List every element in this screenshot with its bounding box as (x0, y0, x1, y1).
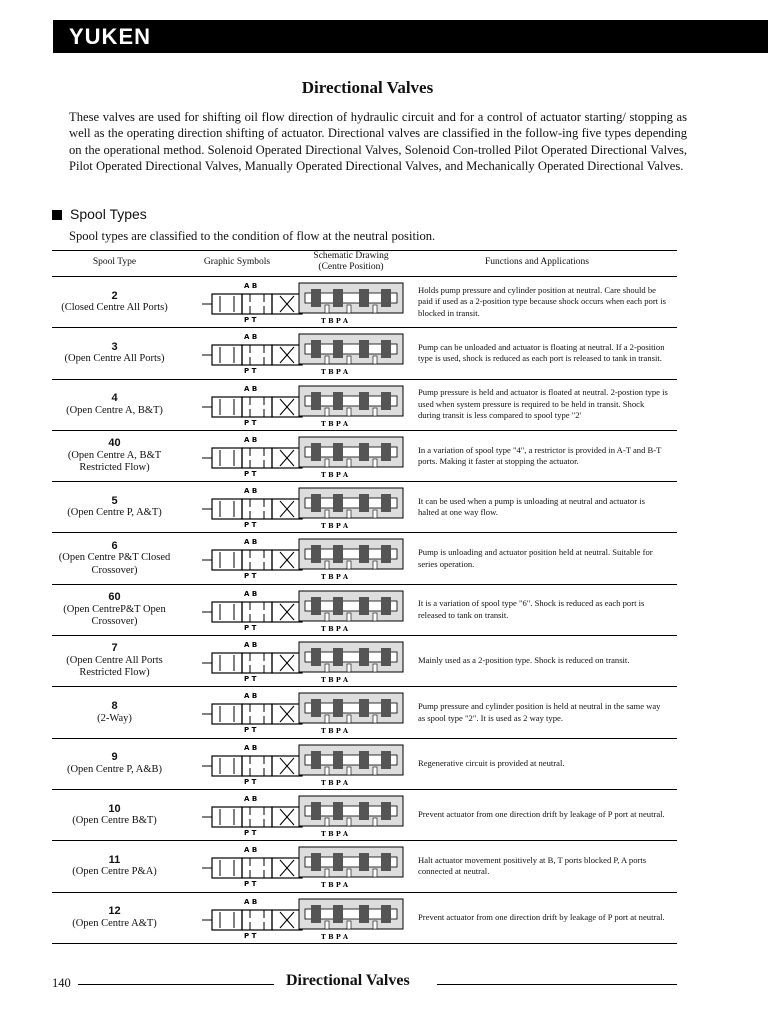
spool-number: 8 (111, 700, 118, 713)
spool-description: (2-Way) (97, 712, 132, 724)
schematic-drawing (297, 384, 405, 428)
symbol-top-ports: A B (244, 282, 258, 290)
function-description: Mainly used as a 2-position type. Shock is reduced on transit. (418, 655, 630, 666)
drawing-ports: T B P A (321, 676, 349, 685)
table-row (52, 893, 677, 944)
drawing-ports: T B P A (321, 727, 349, 736)
function-description: It is a variation of spool type "6". Shock is reduced as each port is released to tank on transit. (418, 598, 645, 620)
function-description: Pump is unloading and actuator position held at neutral. Suitable for series operation. (418, 547, 653, 569)
spool-type-cell (52, 482, 177, 532)
symbol-bottom-ports: P T (244, 828, 257, 837)
symbol-top-ports: A B (244, 435, 258, 444)
symbol-bottom-ports: P T (244, 726, 257, 735)
spool-type-cell (52, 841, 177, 891)
table-row (52, 636, 677, 687)
schematic-drawing (297, 691, 405, 735)
function-description: Prevent actuator from one direction drift by leakage of P port at neutral. (418, 809, 665, 820)
symbol-top-ports: A B (244, 538, 258, 547)
schematic-drawing (297, 281, 405, 325)
section-title: Spool Types (70, 206, 147, 222)
schematic-drawing (297, 845, 405, 889)
symbol-bottom-ports: P T (244, 623, 257, 632)
symbol-top-ports: A B (244, 897, 258, 906)
symbol-bottom-ports: P T (244, 777, 257, 786)
schematic-drawing (297, 332, 405, 376)
footer (52, 972, 677, 992)
table-row (52, 380, 677, 431)
drawing-ports: T B P A (321, 881, 349, 890)
symbol-bottom-ports: P T (244, 572, 257, 581)
spool-description: (Open Centre P&T Closed Crossover) (58, 552, 171, 576)
symbol-bottom-ports: P T (244, 931, 257, 940)
spool-type-cell (52, 380, 177, 430)
symbol-top-ports: A B (244, 384, 258, 393)
spool-number: 6 (111, 539, 118, 552)
symbol-bottom-ports: P T (244, 880, 257, 889)
spool-number: 12 (108, 905, 121, 918)
schematic-drawing (297, 794, 405, 838)
page-number: 140 (52, 976, 71, 990)
symbol-bottom-ports: P T (244, 521, 257, 530)
spool-type-cell (52, 687, 177, 737)
drawing-ports: T B P A (321, 624, 349, 633)
spool-number: 2 (111, 289, 118, 302)
function-description: Regenerative circuit is provided at neutral. (418, 758, 565, 769)
spool-description: (Open CentreP&T Open Crossover) (63, 603, 166, 628)
spool-type-cell (52, 277, 177, 327)
function-description: In a variation of spool type "4", a restrictor is provided in A-T and B-T ports. Making it faster at stopping the actuator. (418, 444, 662, 467)
drawing-ports: T B P A (321, 778, 349, 787)
header-bar (53, 20, 768, 53)
schematic-drawing (297, 640, 405, 684)
drawing-ports: T B P A (321, 368, 349, 377)
square-bullet-icon (52, 210, 62, 220)
schematic-drawing (297, 897, 405, 941)
spool-number: 3 (111, 340, 118, 353)
spool-description: (Open Centre P, A&T) (67, 507, 162, 519)
table-row (52, 841, 677, 892)
spool-number: 60 (108, 591, 121, 604)
schematic-drawing (297, 435, 405, 479)
spool-type-cell (52, 739, 177, 789)
spool-description: (Open Centre All Ports) (64, 353, 165, 365)
page-title: Directional Valves (301, 78, 434, 97)
function-description: Prevent actuator from one direction drift by leakage of P port at neutral. (418, 911, 665, 922)
footer-title: Directional Valves (286, 972, 410, 989)
function-description: Halt actuator movement positively at B, T ports blocked P, A ports connected at neutral. (418, 854, 647, 877)
drawing-ports: T B P A (321, 470, 349, 479)
spool-type-cell (52, 328, 177, 378)
table-row (52, 328, 677, 379)
symbol-top-ports: A B (244, 589, 258, 598)
function-description: Pump pressure and cylinder position is held at neutral in the same way as spool type "2". It is used as 2 way type. (418, 701, 661, 723)
spool-number: 11 (108, 853, 121, 866)
spool-description: (Open Centre A, B&T Restricted Flow) (67, 449, 162, 474)
spool-type-cell (52, 790, 177, 840)
header-drawing (292, 251, 410, 273)
spool-description: (Open Centre B&T) (72, 815, 157, 827)
drawing-ports: T B P A (321, 932, 349, 941)
schematic-drawing (297, 589, 405, 633)
symbol-top-ports: A B (244, 743, 258, 752)
spool-description: (Open Centre P, A&B) (66, 763, 163, 775)
table-row (52, 739, 677, 790)
table-header (52, 250, 677, 277)
function-description: Holds pump pressure and cylinder position at neutral. Care should be paid if used as a 2-position type because shock occurs when each port is blocked in transit. (418, 284, 666, 318)
footer-rule-left (78, 984, 274, 985)
section-description: Spool types are classified to the condition of flow at the neutral position. (69, 229, 436, 243)
schematic-drawing (297, 486, 405, 530)
header-spool-type: Spool Type (92, 257, 137, 267)
drawing-ports: T B P A (321, 419, 349, 428)
spool-description: (Open Centre P&A) (72, 866, 157, 878)
header-functions: Functions and Applications (485, 257, 589, 267)
symbol-top-ports: A B (244, 794, 258, 803)
spool-types-table (52, 250, 677, 944)
symbol-top-ports: A B (244, 846, 258, 855)
table-row (52, 790, 677, 841)
symbol-top-ports: A B (244, 692, 258, 701)
spool-type-cell (52, 431, 177, 481)
drawing-ports: T B P A (321, 829, 349, 838)
drawing-ports: T B P A (321, 573, 349, 582)
spool-type-cell (52, 636, 177, 686)
symbol-top-ports: A B (244, 641, 258, 650)
spool-number: 5 (111, 494, 118, 507)
schematic-drawing (297, 537, 405, 581)
yuken-logo: YUKEN (69, 24, 152, 49)
spool-type-cell (52, 893, 177, 943)
table-row (52, 533, 677, 584)
symbol-bottom-ports: P T (244, 316, 257, 324)
intro-paragraph: These valves are used for shifting oil flow direction of hydraulic circuit and for a control of actuator starting/ stopping as well as the operating direction shifting of actuator. Directional valves are classified in the follow-ing five types depending on the operational method. Solenoid Operated Directional Valves, Solenoid Con-trolled Pilot Operated Directional Valves, Pilot Operated Directional Valves, Manually Operated Directional Valves, and Mechanically Operated Directional Valves. (69, 110, 687, 173)
drawing-ports: T B P A (321, 317, 349, 325)
header-graphic: Graphic Symbols (203, 257, 271, 267)
spool-description: (Closed Centre All Ports) (61, 302, 168, 314)
function-description: Pump pressure is held and actuator is floated at neutral. 2-postion type is used when system pressure is required to be held in transit. Shock during transit is less compared to spool type "2' (418, 387, 668, 421)
table-body (52, 277, 677, 944)
symbol-bottom-ports: P T (244, 469, 257, 478)
symbol-bottom-ports: P T (244, 367, 257, 376)
footer-rule-right (437, 984, 677, 985)
drawing-ports: T B P A (321, 522, 349, 531)
table-row (52, 687, 677, 738)
spool-description: (Open Centre A, B&T) (66, 404, 163, 416)
spool-number: 7 (111, 642, 118, 655)
table-row (52, 585, 677, 636)
symbol-bottom-ports: P T (244, 675, 257, 684)
symbol-top-ports: A B (244, 333, 258, 342)
spool-description: (Open Centre All Ports Restricted Flow) (66, 654, 163, 679)
function-description: Pump can be unloaded and actuator is floating at neutral. If a 2-position type is used, shock is reduced as each port is released to tank in transit. (418, 341, 665, 364)
header-drawing-line2: (Centre Position) (318, 262, 384, 272)
symbol-top-ports: A B (244, 487, 258, 496)
schematic-drawing (297, 743, 405, 787)
spool-description: (Open Centre A&T) (72, 917, 157, 929)
spool-number: 40 (108, 437, 121, 450)
spool-type-cell (52, 585, 177, 635)
header-drawing-line1: Schematic Drawing (313, 251, 389, 261)
table-row (52, 431, 677, 482)
spool-number: 9 (111, 751, 118, 764)
spool-number: 10 (108, 802, 121, 815)
table-row (52, 482, 677, 533)
symbol-bottom-ports: P T (244, 418, 257, 427)
table-row (52, 277, 677, 328)
spool-type-cell (52, 533, 177, 583)
spool-number: 4 (111, 392, 118, 405)
function-description: It can be used when a pump is unloading at neutral and actuator is halted at one way flow. (418, 495, 645, 518)
